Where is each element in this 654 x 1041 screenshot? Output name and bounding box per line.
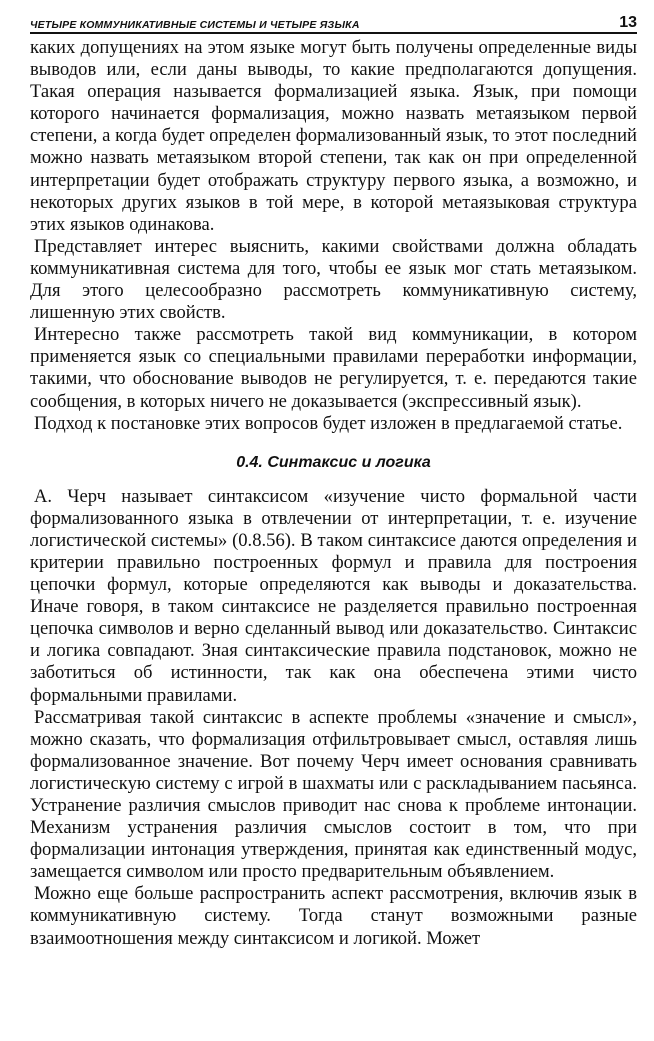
paragraph: А. Черч называет синтаксисом «изучение чисто формальной части формализованного языка в отвлечении от интерпретации, т. е. изучение логистической системы» (0.8.56). В таком синтаксисе даются определения и критерии правильно построенных формул и правила для построения цепочки формул, которые определяются как выводы и доказательства. Иначе говоря, в таком синтаксисе не разделяется правильно построенная цепочка символов и верно сделанный вывод или доказательство. Синтаксис и логика совпадают. Зная синтаксические правила подстановок, можно не заботиться об истинности, так как она обеспечена этими чисто формальными правилами. bbox=[30, 485, 637, 706]
paragraph: Интересно также рассмотреть такой вид коммуникации, в котором применяется язык со специальными правилами переработки информации, такими, что обоснование выводов не регулируется, т. е. передаются такие сообщения, в которых ничего не доказывается (экспрессивный язык). bbox=[30, 324, 637, 412]
running-head bbox=[30, 10, 637, 34]
page-number: 13 bbox=[619, 14, 637, 31]
running-title: ЧЕТЫРЕ КОММУНИКАТИВНЫЕ СИСТЕМЫ И ЧЕТЫРЕ ЯЗЫКА bbox=[30, 18, 360, 31]
paragraph-continuation: каких допущениях на этом языке могут быть получены определенные виды выводов или, если даны выводы, то какие предполагаются допущения. Такая операция называется формализацией языка. Язык, при помощи которого начинается формализация, можно назвать метаязыком первой степени, а когда будет определен формализованный язык, то этот последний можно назвать метаязыком второй степени, так как он при определенной интерпретации будет отображать структуру первого языка, а возможно, и некоторых других языков в той мере, в которой метаязыковая структура этих языков одинакова. bbox=[30, 37, 637, 235]
section-heading: 0.4. Синтаксис и логика bbox=[236, 453, 431, 471]
paragraph: Рассматривая такой синтаксис в аспекте проблемы «значение и смысл», можно сказать, что формализация отфильтровывает смысл, оставляя лишь формализованное значение. Вот почему Черч имеет основания сравнивать логистическую систему с игрой в шахматы или с раскладыванием пасьянса. Устранение различия смыслов приводит нас снова к проблеме интонации. Механизм устранения различия смыслов состоит в том, что при формализации интонация утверждения, принятая как единственный модус, замещается символом или просто предварительным объявлением. bbox=[30, 706, 637, 883]
paragraph: Можно еще больше распространить аспект рассмотрения, включив язык в коммуникативную систему. Тогда станут возможными разные взаимоотношения между синтаксисом и логикой. Может bbox=[30, 883, 637, 949]
paragraph: Подход к постановке этих вопросов будет изложен в предлагаемой статье. bbox=[34, 412, 623, 434]
page-text bbox=[30, 37, 637, 950]
paragraph: Представляет интерес выяснить, какими свойствами должна обладать коммуникативная система для того, чтобы ее язык мог стать метаязыком. Для этого целесообразно рассмотреть коммуникативную систему, лишенную этих свойств. bbox=[30, 235, 637, 324]
book-page bbox=[30, 10, 637, 950]
